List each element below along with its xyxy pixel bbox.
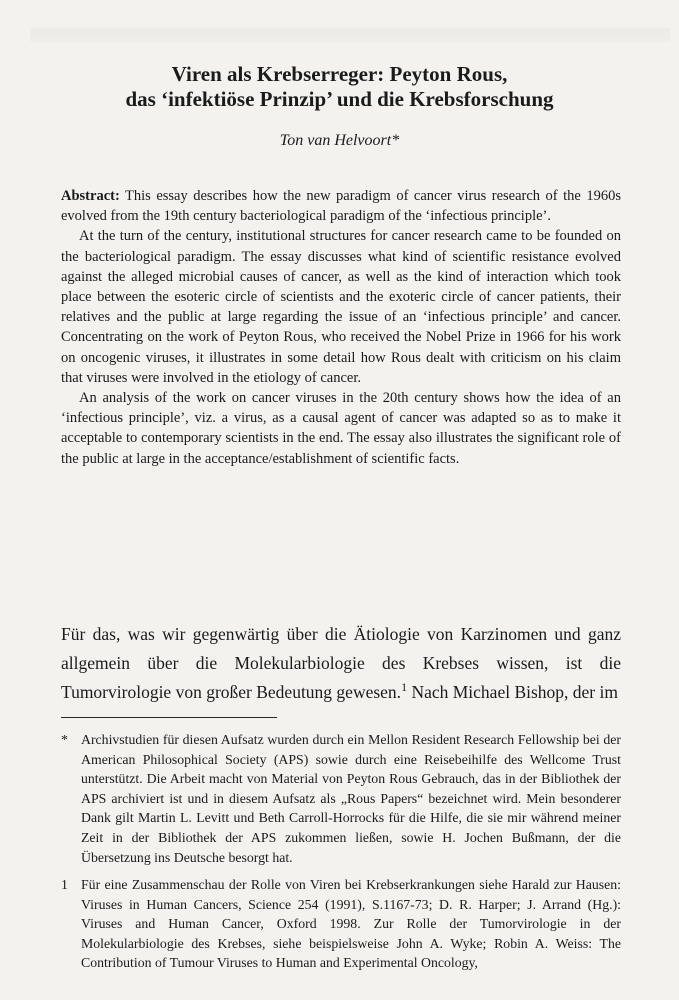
abstract-paragraph-2: At the turn of the century, institutional structures for cancer research came to be founded on the bacteriological paradigm. The essay discusses what kind of scientific resistance evolved against the alleged microbial causes of cancer, as well as the kind of interaction which took place between the esoteric circle of scientists and the exoteric circle of cancer patients, their relatives and the public at large regarding the issue of an ‘infectious principle’ and cancer. Concentrating on the work of Peyton Rous, who received the Nobel Prize in 1966 for his work on oncogenic viruses, it illustrates in some detail how Rous dealt with criticism on his claim that viruses were involved in the etiology of cancer. — [61, 228, 621, 386]
abstract-label: Abstract: — [61, 188, 120, 204]
body-paragraph — [61, 620, 621, 707]
footnote-mark: * — [61, 732, 68, 747]
author-name: Ton van Helvoort* — [279, 132, 400, 149]
body-text-before-ref: Für das, was wir gegenwärtig über die Ätiologie von Karzinomen und ganz allgemein über die Molekularbiologie des Krebses wissen, ist die Tumorvirologie von großer Bedeutung gewesen. — [61, 624, 621, 702]
abstract-paragraph-1-text: This essay describes how the new paradigm of cancer virus research of the 1960s evolved from the 19th century bacteriological paradigm of the ‘infectious principle’. — [61, 188, 621, 225]
footnote-separator — [61, 717, 277, 718]
abstract-block — [61, 186, 621, 469]
footnote-1 — [61, 875, 621, 973]
footnote-text: Für eine Zusammenschau der Rolle von Viren bei Krebserkrankungen siehe Harald zur Hausen: Viruses in Human Cancers, Science 254 (1991), S.1167-73; D. R. Harper; J. Arrand (Hg.): Viruses and Human Cancer, Oxford 1998. Zur Rolle der Tumorvirologie in der Molekularbiologie des Krebses, siehe beispielsweise John A. Wyke; Robin A. Weiss: The Contribution of Tumour Viruses to Human and Experimental Oncology, — [81, 877, 621, 971]
footnote-text: Archivstudien für diesen Aufsatz wurden durch ein Mellon Resident Research Fellowship bei der American Philosophical Society (APS) sowie durch eine Reisebeihilfe des Wellcome Trust unterstützt. Die Arbeit macht von Material von Peyton Rous Gebrauch, das in der Bibliothek der APS archiviert ist und in diesem Aufsatz als „Rous Papers“ bezeichnet wird. Mein besonderer Dank gilt Martin L. Levitt und Beth Carroll-Horrocks für die Hilfe, die sie mir während meiner Zeit in der Bibliothek der APS zukommen ließen, sowie H. Jochen Bußmann, der die Übersetzung ins Deutsche besorgt hat. — [81, 732, 621, 865]
footnote-reference-1[interactable]: 1 — [401, 680, 408, 695]
article-title-line-2: das ‘infektiöse Prinzip’ und die Krebsforschung — [125, 87, 554, 111]
footnote-asterisk — [61, 730, 621, 867]
footnote-mark: 1 — [61, 877, 68, 892]
bleed-through-running-header — [30, 28, 670, 42]
abstract-paragraph-3: An analysis of the work on cancer viruses in the 20th century shows how the idea of an ‘infectious principle’, viz. a virus, as a causal agent of cancer was adapted so as to make it acceptable to contemporary scientists in the end. The essay also illustrates the significant role of the public at large in the acceptance/establishment of scientific facts. — [61, 390, 621, 467]
abstract-paragraph-1 — [61, 186, 621, 226]
article-title-line-1: Viren als Krebserreger: Peyton Rous, — [171, 62, 508, 86]
body-text-after-ref: Nach Michael Bishop, der im — [407, 682, 618, 702]
